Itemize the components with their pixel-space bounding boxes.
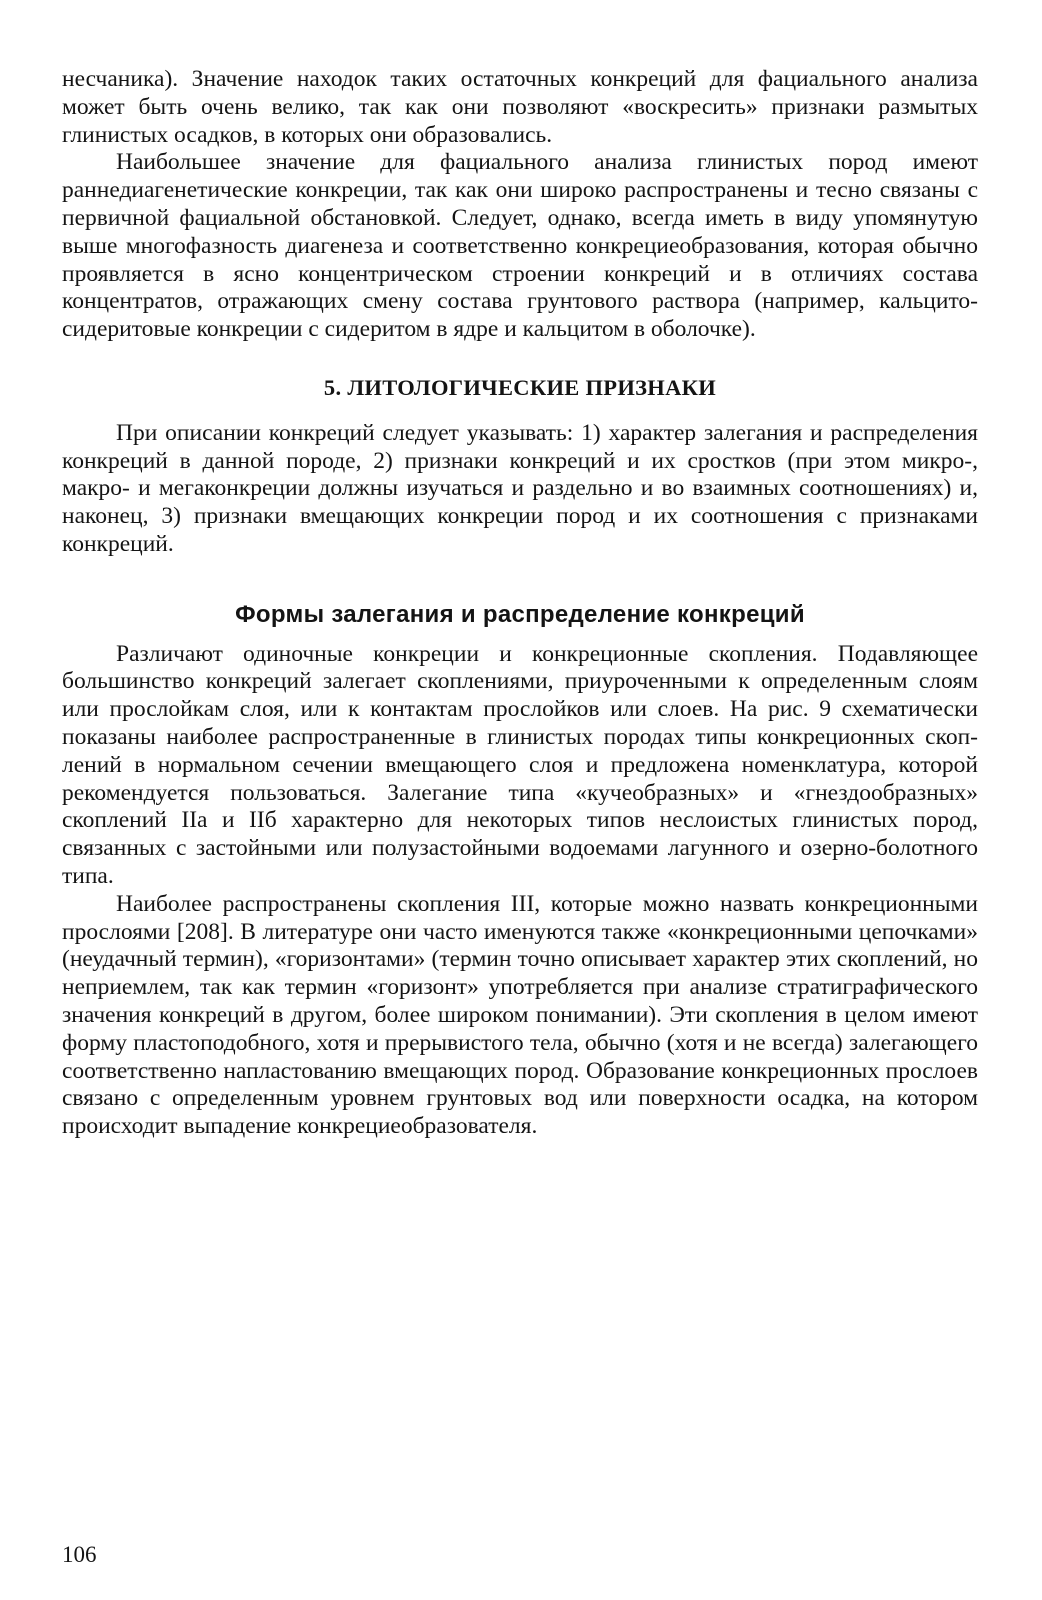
paragraph-continuation: несчаника). Значение находок таких остаточных конкреций для фациального анализа может быть очень велико, так как они позволяют «воскресить» признаки размытых глинистых осадков, в которых они образовались. <box>62 66 978 148</box>
page-number: 106 <box>62 1542 97 1567</box>
subsection-heading: Формы залегания и распределение конкреций <box>235 600 805 628</box>
page-body <box>62 66 978 1141</box>
paragraph-description-guidelines: При описании конкреций следует указывать: 1) характер залегания и распределения конкреций в данной породе, 2) признаки конкреций и их сростков (при этом микро-, макро- и мегаконкреции должны изучаться и раздельно и во взаимных соотношениях) и, наконец, 3) признаки вмещающих конкреции пород и их соотношения с признаками конкреций. <box>62 419 978 557</box>
paragraph-concretion-accumulations: Различают одиночные конкреции и конкреционные скопления. Подавляющее большинство конкреций залегает скоплениями, приуроченными к определенным слоям или прослойкам слоя, или к контактам прослойков или слоев. На рис. 9 схематически показаны наиболее распространенные в глинистых породах типы конкреционных скоплений в нормальном сечении вмещающего слоя и предложена номенклатура, которой рекомендуется пользоваться. Залегание типа «кучеобразных» и «гнездообразных» скоплений IIa и IIб характерно для некоторых типов неслоистых глинистых пород, связанных с застойными или полузастойными водоемами лагунного и озерно-болотного типа. <box>62 640 978 889</box>
section-heading: 5. ЛИТОЛОГИЧЕСКИЕ ПРИЗНАКИ <box>323 374 717 400</box>
paragraph-early-diagenetic: Наибольшее значение для фациального анализа глинистых пород имеют раннедиагенетические конкреции, так как они широко распространены и тесно связаны с первичной фациальной обстановкой. Следует, однако, всегда иметь в виду упомянутую выше многофазность диагенеза и соответственно конкрециеобразования, которая обычно проявляется в ясно концентрическом строении конкреций и в отличиях состава концентратов, отражающих смену состава грунтового раствора (например, кальцито-сидеритовые конкреции с сидеритом в ядре и кальцитом в оболочке). <box>62 149 978 343</box>
paragraph-concretion-layers: Наиболее распространены скопления III, которые можно назвать конкреционными прослоями [208]. В литературе они часто именуются также «конкреционными цепочками» (неудачный термин), «горизонтами» (термин точно описывает характер этих скоплений, но неприемлем, так как термин «горизонт» употребляется при анализе стратиграфического значения конкреций в другом, более широком понимании). Эти скопления в целом имеют форму пластоподобного, хотя и прерывистого тела, обычно (хотя и не всегда) залегающего соответственно напластованию вмещающих пород. Образование конкреционных прослоев связано с определенным уровнем грунтовых вод или поверхности осадка, на котором происходит выпадение конкрециеобразователя. <box>62 890 978 1140</box>
